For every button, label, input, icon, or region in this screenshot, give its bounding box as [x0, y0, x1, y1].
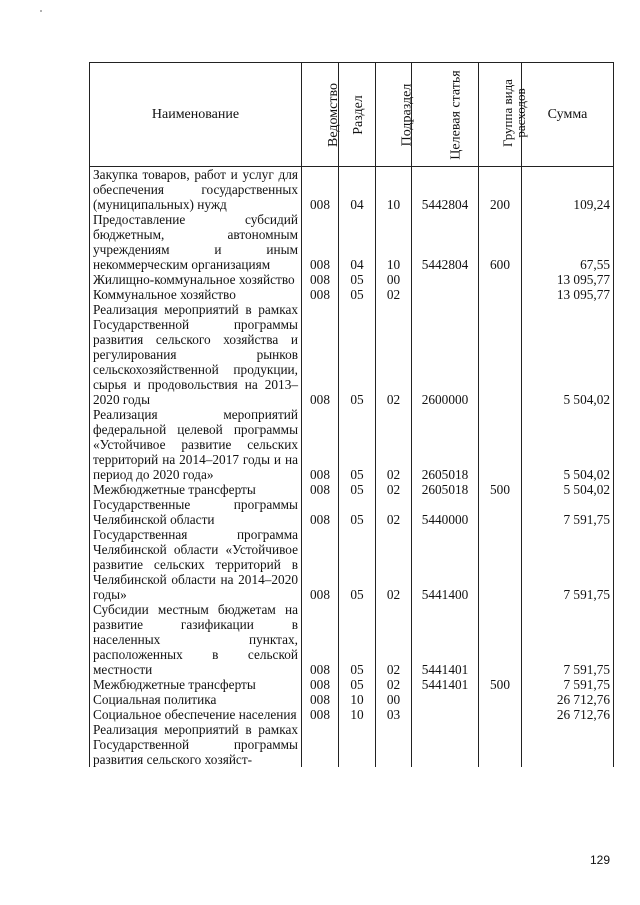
- cell-dep: 008: [302, 302, 339, 407]
- cell-dep: 008: [302, 482, 339, 497]
- cell-dep: 008: [302, 287, 339, 302]
- cell-sub: 00: [376, 272, 412, 287]
- cell-target: 2600000: [412, 302, 479, 407]
- table-row: [90, 287, 614, 302]
- cell-sec: [339, 722, 376, 767]
- cell-grp: 500: [479, 677, 522, 692]
- cell-sum: 26 712,76: [522, 692, 614, 707]
- cell-dep: 008: [302, 602, 339, 677]
- cell-grp: [479, 692, 522, 707]
- cell-sec: 05: [339, 287, 376, 302]
- cell-sec: 05: [339, 602, 376, 677]
- table-body: [90, 167, 614, 768]
- table-row: [90, 482, 614, 497]
- cell-sum: 109,24: [522, 167, 614, 213]
- cell-name: Реализация мероприятий в рамках Государственной программы развития сельского хозяйст-: [90, 722, 302, 767]
- cell-name: Межбюджетные трансферты: [90, 677, 302, 692]
- cell-dep: 008: [302, 407, 339, 482]
- cell-sub: [376, 722, 412, 767]
- cell-sub: 03: [376, 707, 412, 722]
- cell-name: Реализация мероприятий в рамках Государственной программы развития сельского хозяйства и регулирования рынков сельскохозяйственной продукции, сырья и продовольствия на 2013–2020 годы: [90, 302, 302, 407]
- cell-name: Социальная политика: [90, 692, 302, 707]
- cell-sub: 02: [376, 302, 412, 407]
- cell-dep: 008: [302, 497, 339, 527]
- cell-sec: 05: [339, 302, 376, 407]
- cell-dep: 008: [302, 692, 339, 707]
- header-name: Наименование: [90, 63, 302, 167]
- cell-sec: 05: [339, 677, 376, 692]
- cell-sub: 02: [376, 287, 412, 302]
- table-header: [90, 63, 614, 167]
- cell-grp: [479, 287, 522, 302]
- cell-sum: 26 712,76: [522, 707, 614, 722]
- cell-name: Социальное обеспечение населения: [90, 707, 302, 722]
- header-target: Целевая статья: [412, 63, 479, 167]
- cell-sub: 02: [376, 527, 412, 602]
- cell-sec: 10: [339, 692, 376, 707]
- cell-grp: [479, 602, 522, 677]
- cell-name: Коммунальное хозяйство: [90, 287, 302, 302]
- cell-sec: 04: [339, 167, 376, 213]
- cell-name: Межбюджетные трансферты: [90, 482, 302, 497]
- scan-artifact: [40, 10, 42, 12]
- table-row: [90, 722, 614, 767]
- cell-name: Жилищно-коммунальное хозяйство: [90, 272, 302, 287]
- cell-grp: [479, 302, 522, 407]
- cell-sec: 05: [339, 497, 376, 527]
- budget-table: [89, 62, 614, 767]
- cell-grp: [479, 497, 522, 527]
- cell-sub: 02: [376, 497, 412, 527]
- cell-sec: 04: [339, 212, 376, 272]
- cell-target: 5440000: [412, 497, 479, 527]
- cell-target: [412, 722, 479, 767]
- cell-name: Субсидии местным бюджетам на развитие газификации в населенных пунктах, расположенных в сельской местности: [90, 602, 302, 677]
- cell-name: Государственные программы Челябинской области: [90, 497, 302, 527]
- cell-sum: 13 095,77: [522, 287, 614, 302]
- cell-sec: 10: [339, 707, 376, 722]
- cell-sec: 05: [339, 527, 376, 602]
- cell-sec: 05: [339, 407, 376, 482]
- cell-target: [412, 272, 479, 287]
- page-number: 129: [590, 853, 611, 867]
- cell-dep: 008: [302, 527, 339, 602]
- cell-sum: 7 591,75: [522, 677, 614, 692]
- table-row: [90, 212, 614, 272]
- cell-target: 5442804: [412, 167, 479, 213]
- table-row: [90, 692, 614, 707]
- cell-target: 5441400: [412, 527, 479, 602]
- cell-sub: 10: [376, 212, 412, 272]
- cell-grp: [479, 527, 522, 602]
- table-row: [90, 407, 614, 482]
- table-row: [90, 272, 614, 287]
- cell-target: 5442804: [412, 212, 479, 272]
- cell-target: 2605018: [412, 482, 479, 497]
- cell-sum: 13 095,77: [522, 272, 614, 287]
- table-row: [90, 602, 614, 677]
- cell-sec: 05: [339, 482, 376, 497]
- table-row: [90, 167, 614, 213]
- cell-sum: 5 504,02: [522, 407, 614, 482]
- table-row: [90, 527, 614, 602]
- table-row: [90, 677, 614, 692]
- table-row: [90, 302, 614, 407]
- cell-target: 5441401: [412, 677, 479, 692]
- cell-sec: 05: [339, 272, 376, 287]
- cell-dep: 008: [302, 677, 339, 692]
- cell-target: [412, 692, 479, 707]
- cell-target: 2605018: [412, 407, 479, 482]
- cell-sum: 7 591,75: [522, 527, 614, 602]
- cell-dep: 008: [302, 167, 339, 213]
- cell-grp: [479, 707, 522, 722]
- cell-dep: [302, 722, 339, 767]
- cell-sum: 67,55: [522, 212, 614, 272]
- header-section: Раздел: [339, 63, 376, 167]
- cell-target: [412, 707, 479, 722]
- cell-grp: 200: [479, 167, 522, 213]
- cell-name: Предоставление субсидий бюджетным, автономным учреждениям и иным некоммерческим организациям: [90, 212, 302, 272]
- cell-sum: 5 504,02: [522, 482, 614, 497]
- cell-dep: 008: [302, 707, 339, 722]
- header-department: Ведомство: [302, 63, 339, 167]
- cell-grp: [479, 407, 522, 482]
- cell-sum: 7 591,75: [522, 497, 614, 527]
- cell-sum: 7 591,75: [522, 602, 614, 677]
- cell-sub: 02: [376, 602, 412, 677]
- table-row: [90, 707, 614, 722]
- cell-grp: 500: [479, 482, 522, 497]
- cell-dep: 008: [302, 212, 339, 272]
- table-row: [90, 497, 614, 527]
- cell-sum: [522, 722, 614, 767]
- cell-name: Закупка товаров, работ и услуг для обеспечения государственных (муниципальных) нужд: [90, 167, 302, 213]
- cell-grp: 600: [479, 212, 522, 272]
- cell-dep: 008: [302, 272, 339, 287]
- cell-grp: [479, 272, 522, 287]
- cell-sub: 02: [376, 407, 412, 482]
- cell-target: [412, 287, 479, 302]
- cell-sub: 10: [376, 167, 412, 213]
- cell-name: Реализация мероприятий федеральной целевой программы «Устойчивое развитие сельских территорий на 2014–2017 годы и на период до 2020 года»: [90, 407, 302, 482]
- cell-sub: 02: [376, 482, 412, 497]
- cell-name: Государственная программа Челябинской области «Устойчивое развитие сельских территорий в Челябинской области на 2014–2020 годы»: [90, 527, 302, 602]
- header-expense-group: Группа вида расходов: [479, 63, 522, 167]
- cell-sub: 02: [376, 677, 412, 692]
- cell-target: 5441401: [412, 602, 479, 677]
- cell-sub: 00: [376, 692, 412, 707]
- cell-sum: 5 504,02: [522, 302, 614, 407]
- header-sum: Сумма: [522, 63, 614, 167]
- cell-grp: [479, 722, 522, 767]
- header-subsection: Подраздел: [376, 63, 412, 167]
